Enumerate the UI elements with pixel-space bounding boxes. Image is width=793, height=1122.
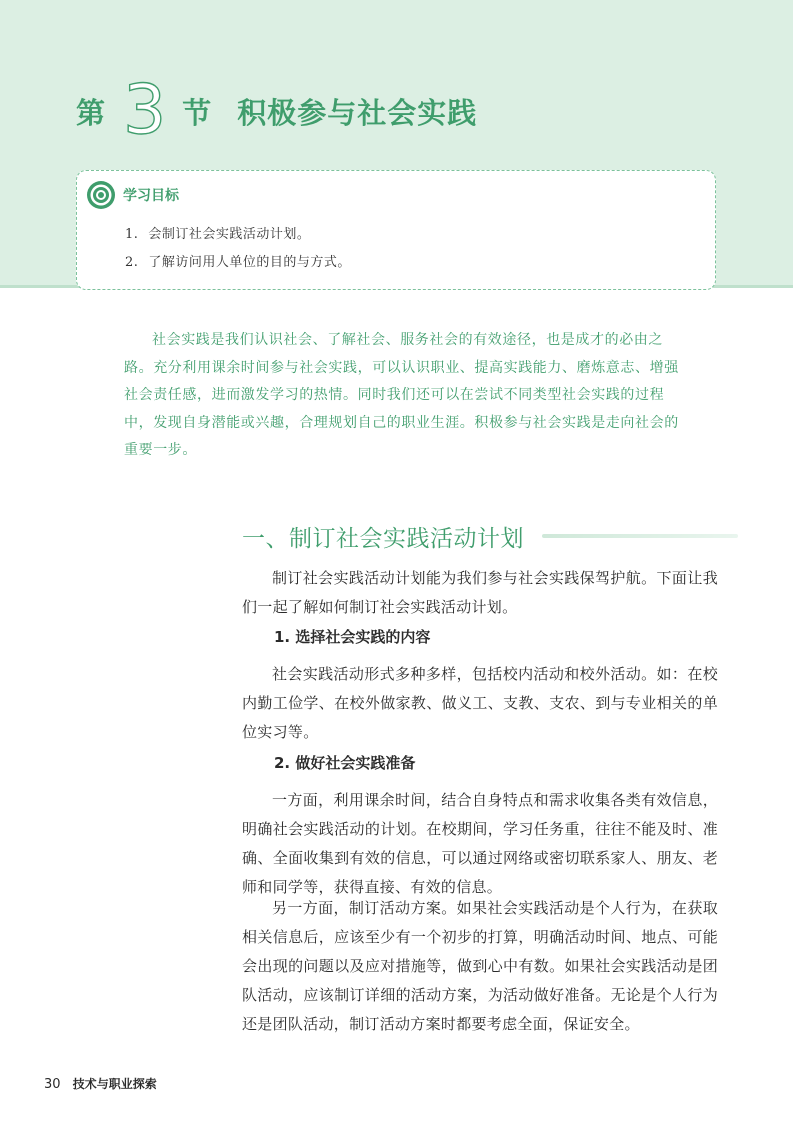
- paragraph-activity-plan: 另一方面，制订活动方案。如果社会实践活动是个人行为，在获取相关信息后，应该至少有一个初步的打算，明确活动时间、地点、可能会出现的问题以及应对措施等，做到心中有数。如果社会实践活动是团队活动，应该制订详细的活动方案，为活动做好准备。无论是个人行为还是团队活动，制订活动方案时都要考虑全面，保证安全。: [242, 899, 718, 1033]
- paragraph-collect-info: 一方面，利用课余时间，结合自身特点和需求收集各类有效信息，明确社会实践活动的计划。在校期间，学习任务重，往往不能及时、准确、全面收集到有效的信息，可以通过网络或密切联系家人、朋友、老师和同学等，获得直接、有效的信息。: [242, 791, 718, 896]
- chapter-title: [76, 71, 478, 150]
- section-heading-text: 一、制订社会实践活动计划: [242, 525, 524, 552]
- goal-item: [125, 251, 351, 279]
- chapter-suffix: 节: [182, 95, 212, 130]
- goals-list: [125, 223, 351, 279]
- subheading-choose-content: 1. 选择社会实践的内容: [274, 628, 431, 646]
- goal-text: 会制订社会实践活动计划。: [148, 227, 311, 242]
- target-icon: [86, 180, 116, 210]
- page-footer: [44, 1075, 157, 1092]
- learning-goals-box: [76, 170, 716, 290]
- chapter-number: 3: [123, 71, 167, 150]
- goal-number: 1.: [125, 227, 139, 242]
- chapter-name: 积极参与社会实践: [237, 95, 478, 130]
- page-number: 30: [44, 1077, 61, 1092]
- chapter-prefix: 第: [76, 95, 106, 130]
- paragraph-activity-forms: 社会实践活动形式多种多样，包括校内活动和校外活动。如：在校内勤工俭学、在校外做家教、做义工、支教、支农、到与专业相关的单位实习等。: [242, 665, 718, 741]
- section-heading: [242, 518, 738, 554]
- book-title: 技术与职业探索: [72, 1077, 157, 1091]
- section-heading-rule: [542, 534, 738, 538]
- goal-number: 2.: [125, 255, 139, 270]
- subheading-preparation: 2. 做好社会实践准备: [274, 754, 416, 772]
- intro-paragraph: 社会实践是我们认识社会、了解社会、服务社会的有效途径，也是成才的必由之路。充分利用课余时间参与社会实践，可以认识职业、提高实践能力、磨炼意志、增强社会责任感，进而激发学习的热情。同时我们还可以在尝试不同类型社会实践的过程中，发现自身潜能或兴趣，合理规划自己的职业生涯。积极参与社会实践是走向社会的重要一步。: [124, 332, 679, 458]
- section-lead-paragraph: 制订社会实践活动计划能为我们参与社会实践保驾护航。下面让我们一起了解如何制订社会实践活动计划。: [242, 569, 718, 616]
- goal-text: 了解访问用人单位的目的与方式。: [148, 255, 351, 270]
- goal-item: [125, 223, 351, 251]
- goals-title: 学习目标: [123, 188, 179, 204]
